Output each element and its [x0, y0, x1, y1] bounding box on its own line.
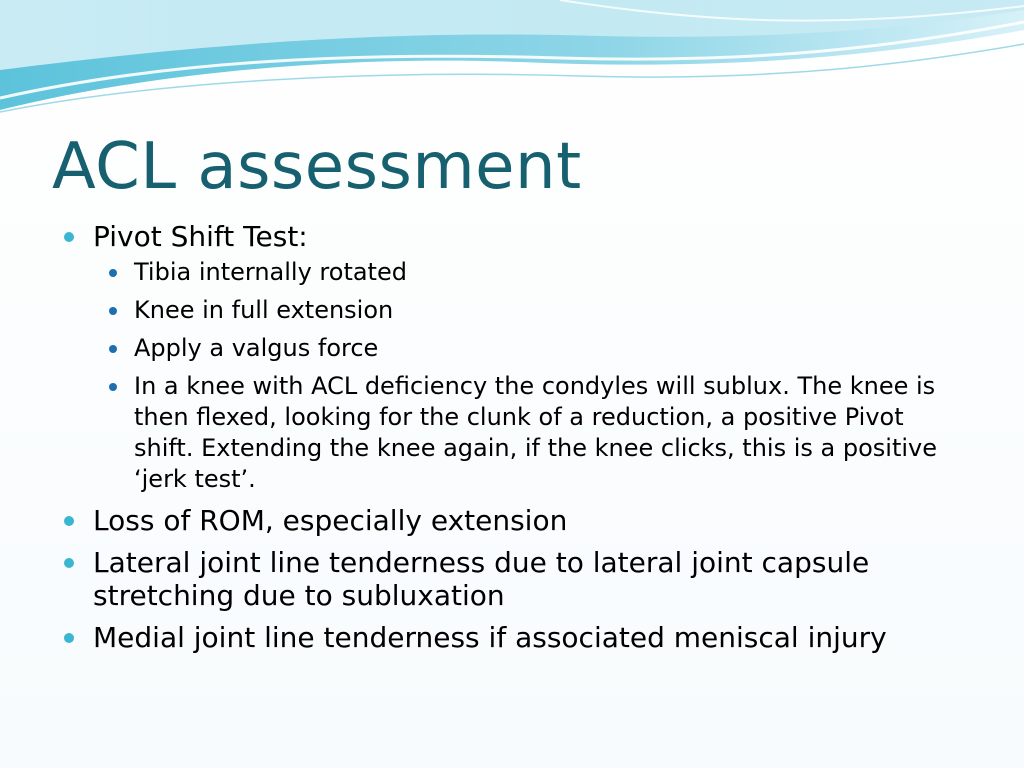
- sub-bullet-text: Apply a valgus force: [134, 334, 379, 362]
- sub-bullet-dot-icon: [109, 345, 117, 353]
- list-item: [60, 546, 960, 612]
- sub-bullet-text: In a knee with ACL deficiency the condyles will sublux. The knee is then flexed, looking for the clunk of a reduction, a positive Pivot shift. Extending the knee again, if the knee clicks, this is a positive ‘jerk test’.: [134, 372, 937, 493]
- sub-list-item: [93, 295, 960, 326]
- sub-bullet-list: [93, 257, 960, 495]
- list-item: [60, 220, 960, 495]
- bullet-dot-icon: [64, 516, 74, 526]
- list-item: [60, 621, 960, 654]
- sub-bullet-text: Knee in full extension: [134, 296, 394, 324]
- sub-bullet-text: Tibia internally rotated: [134, 258, 407, 286]
- slide-title: ACL assessment: [52, 130, 582, 204]
- sub-bullet-dot-icon: [109, 383, 117, 391]
- bullet-text: Medial joint line tenderness if associated meniscal injury: [93, 621, 887, 654]
- bullet-dot-icon: [64, 633, 74, 643]
- bullet-text: Loss of ROM, especially extension: [93, 504, 568, 537]
- slide-body: [60, 220, 960, 663]
- bullet-dot-icon: [64, 232, 74, 242]
- sub-bullet-dot-icon: [109, 307, 117, 315]
- sub-list-item: [93, 257, 960, 288]
- list-item: [60, 504, 960, 537]
- header-wave-decoration: [0, 0, 1024, 130]
- sub-list-item: [93, 371, 960, 495]
- bullet-text: Lateral joint line tenderness due to lateral joint capsule stretching due to subluxation: [93, 546, 870, 612]
- bullet-list: [60, 220, 960, 654]
- sub-list-item: [93, 333, 960, 364]
- bullet-dot-icon: [64, 558, 74, 568]
- bullet-text: Pivot Shift Test:: [93, 220, 308, 253]
- sub-bullet-dot-icon: [109, 269, 117, 277]
